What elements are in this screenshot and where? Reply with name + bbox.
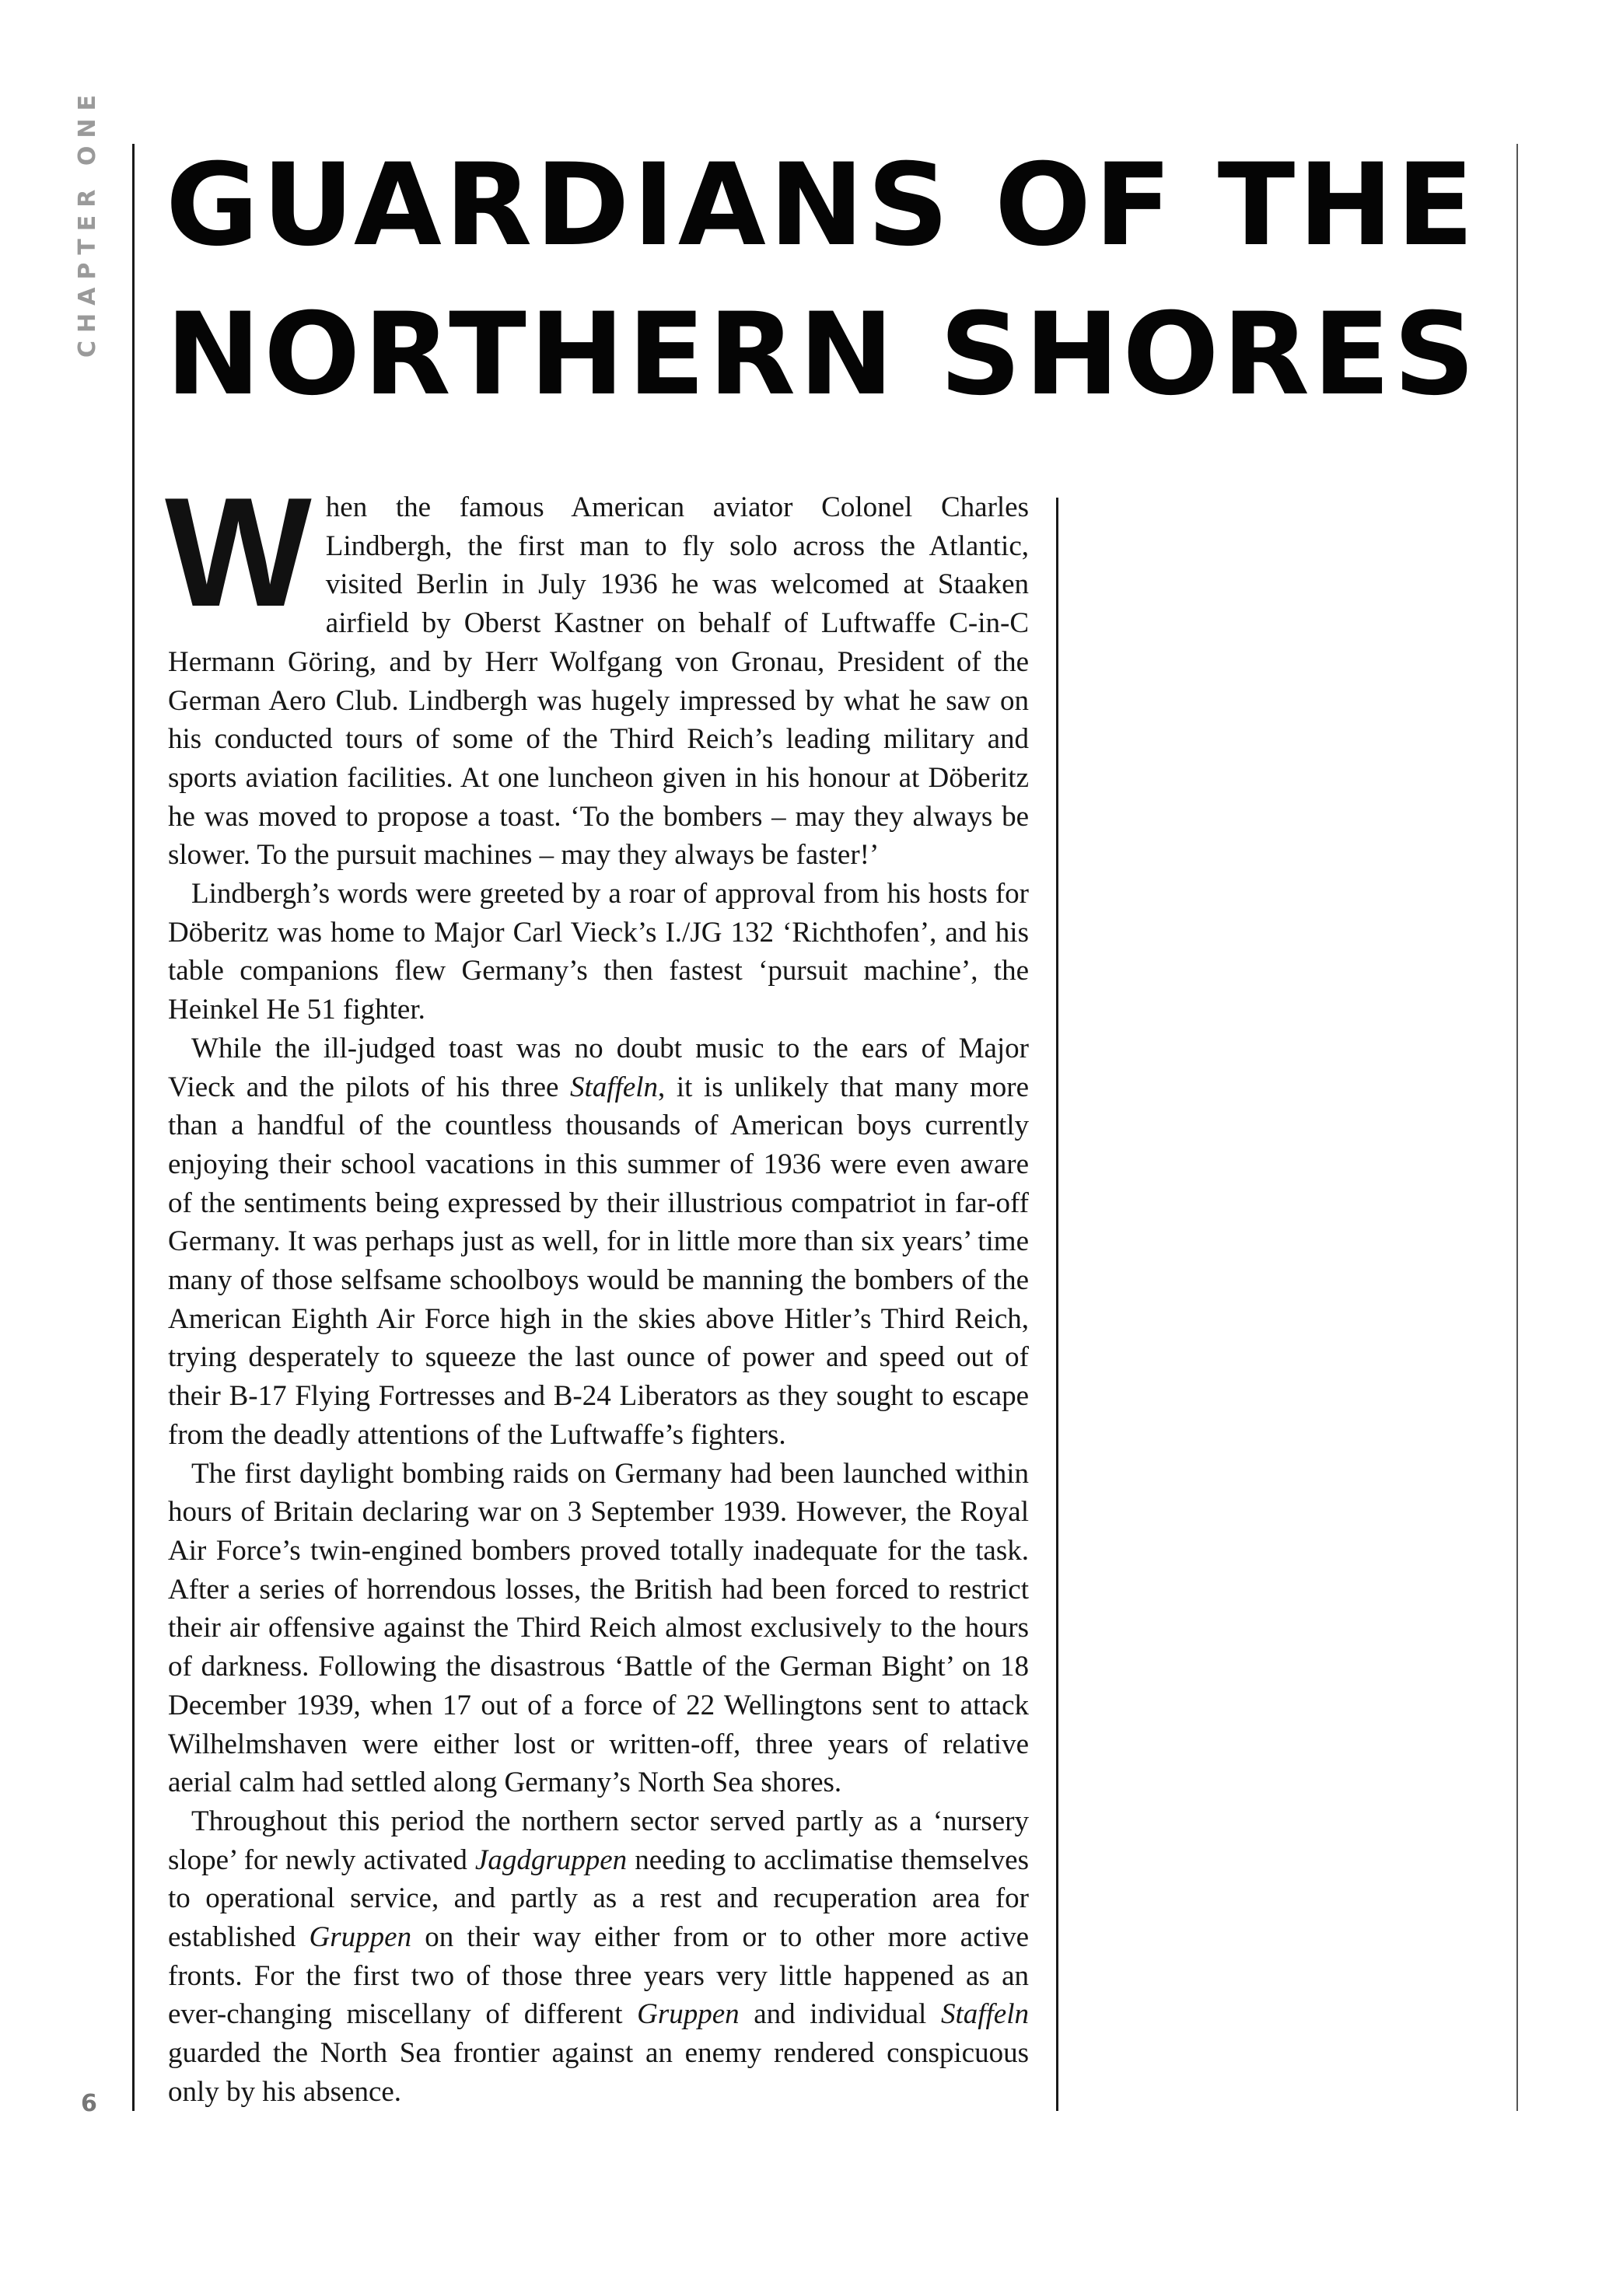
paragraph-5-italic-1: Jagdgruppen <box>474 1843 628 1876</box>
left-vertical-rule <box>132 144 135 2111</box>
chapter-title-line-1: GUARDIANS OF THE <box>166 139 1478 271</box>
paragraph-5-italic-2: Gruppen <box>309 1921 412 1954</box>
paragraph-1-text: hen the famous American aviator Colonel Charles Lindbergh, the first man to fly solo across the Atlantic, visited Berlin in July 1936 he was welcomed at Staaken airfield by Oberst Kastner on behalf of Luftwaffe C-in-C Hermann Göring, and by Herr Wolfgang von Gronau, President of the German Aero Club. Lindbergh was hugely impressed by what he saw on his conducted tours of some of the Third Reich’s leading military and sports aviation facilities. At one luncheon given in his honour at Döberitz he was moved to propose a toast. ‘To the bombers – may they always be slower. To the pursuit machines – may they always be faster!’ <box>168 491 1029 872</box>
right-vertical-rule <box>1516 144 1518 2111</box>
chapter-title <box>166 131 1511 429</box>
paragraph-5 <box>168 1802 1029 2112</box>
paragraph-3-text-b: , it is unlikely that many more than a handful of the countless thousands of American boys currently enjoying their school vacations in this summer of 1936 were even aware of the sentiments being expressed by their illustrious compatriot in far-off Germany. It was perhaps just as well, for in little more than six years’ time many of those selfsame schoolboys would be manning the bombers of the American Eighth Air Force high in the skies above Hitler’s Third Reich, trying desperately to squeeze the last ounce of power and speed out of their B-17 Flying Fortresses and B-24 Liberators as they sought to escape from the deadly attentions of the Luftwaffe’s fighters. <box>168 1071 1029 1451</box>
paragraph-2: Lindbergh’s words were greeted by a roar of approval from his hosts for Döberitz was home to Major Carl Vieck’s I./JG 132 ‘Richthofen’, and his table companions flew Germany’s then fastest ‘pursuit machine’, the Heinkel He 51 fighter. <box>168 878 1029 1026</box>
page-number: 6 <box>81 2090 97 2117</box>
paragraph-5-text-a: Throughout this period the northern sector served partly as a ‘nursery slope’ for newly activated <box>168 1805 1029 1876</box>
paragraph-5-text-d: and individual <box>739 1998 941 2031</box>
body-text <box>165 466 1029 2112</box>
paragraph-5-text-e: guarded the North Sea frontier against an enemy rendered conspicuous only by his absence. <box>168 2037 1029 2108</box>
paragraph-3-text-a: While the ill-judged toast was no doubt music to the ears of Major Vieck and the pilots of his three <box>168 1032 1029 1103</box>
paragraph-5-italic-3: Gruppen <box>637 1998 740 2031</box>
paragraph-5-text-b: needing to acclimatise themselves to operational service, and partly as a rest and recuperation area for established <box>168 1843 1029 1954</box>
paragraph-4: The first daylight bombing raids on Germany had been launched within hours of Britain declaring war on 3 September 1939. However, the Royal Air Force’s twin-engined bombers proved totally inadequate for the task. After a series of horrendous losses, the British had been forced to restrict their air offensive against the Third Reich almost exclusively to the hours of darkness. Following the disastrous ‘Battle of the German Bight’ on 18 December 1939, when 17 out of a force of 22 Wellingtons sent to attack Wilhelmshaven were either lost or written-off, three years of relative aerial calm had settled along Germany’s North Sea shores. <box>168 1457 1029 1799</box>
chapter-title-line-2: NORTHERN SHORES <box>166 288 1478 421</box>
paragraph-3-italic: Staffeln <box>570 1071 659 1103</box>
paragraph-1 <box>165 466 1029 875</box>
drop-cap: W <box>165 466 312 639</box>
paragraph-5-italic-4: Staffeln <box>940 1998 1029 2031</box>
chapter-label: CHAPTER ONE <box>74 87 101 358</box>
paragraph-3 <box>168 1029 1029 1455</box>
paragraph-5-text-c: on their way either from or to other more active fronts. For the first two of those three years very little happened as an ever-changing miscellany of different <box>168 1921 1029 2031</box>
column-vertical-rule <box>1056 498 1058 2111</box>
